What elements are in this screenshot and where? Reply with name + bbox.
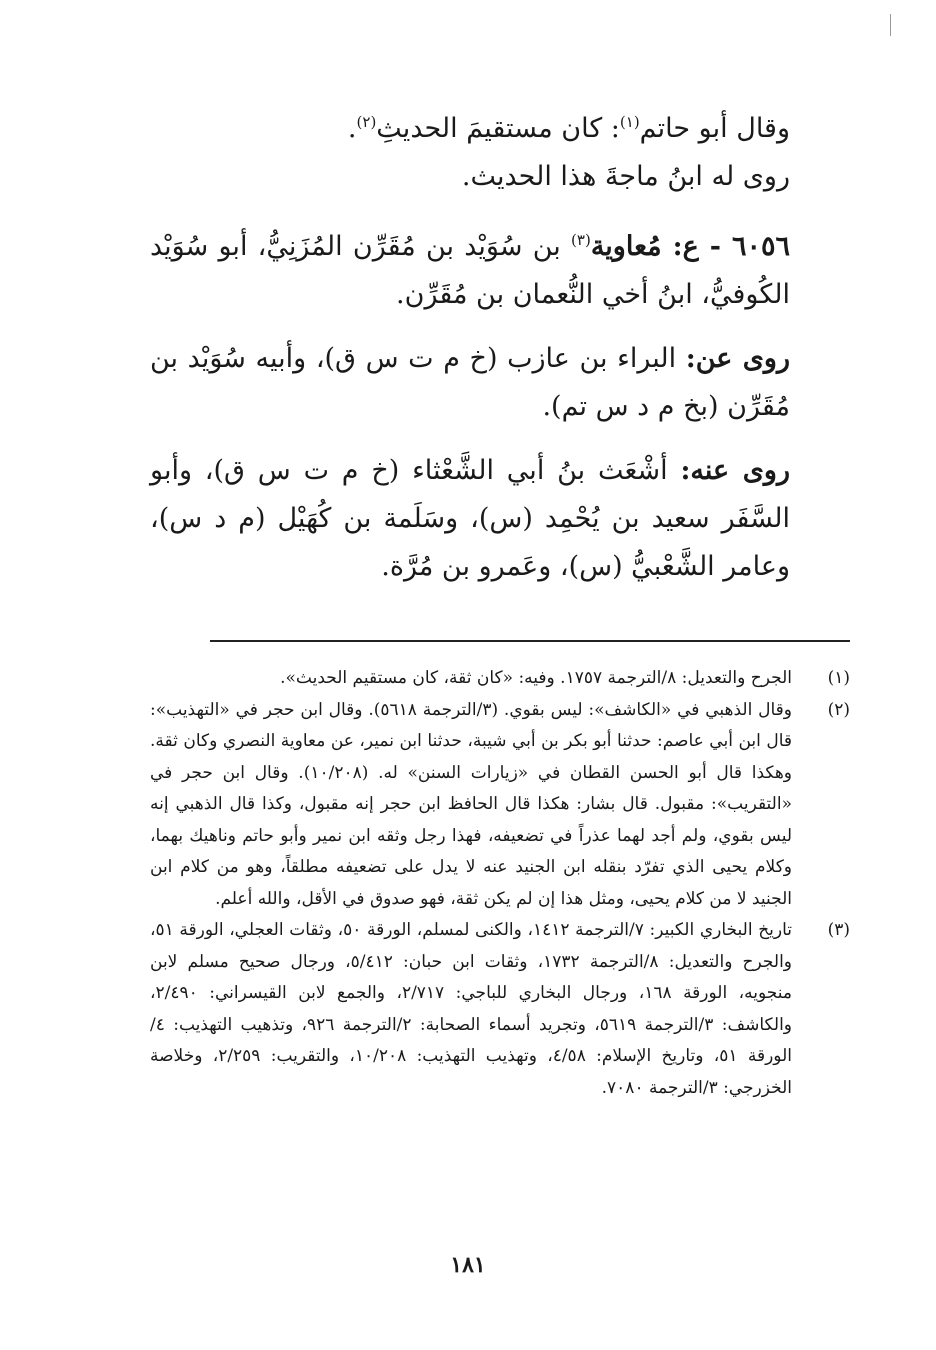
abu-hatim-line	[150, 105, 790, 153]
footnote-1	[150, 663, 850, 695]
footnote-ref-2: (٢)	[356, 113, 377, 131]
rawa-an-paragraph	[150, 335, 790, 431]
line1-rest-text: : كان مستقيمَ الحديثِ	[376, 113, 620, 144]
footnote-text: وقال الذهبي في «الكاشف»: ليس بقوي. (٣/الترجمة ٥٦١٨). وقال ابن حجر في «التهذيب»: قال ابن أبي عاصم: حدثنا أبو بكر بن أبي شيبة، حدثنا ابن نمير، عن معاوية النصري وكان ثقة. وهكذا قال أبو الحسن القطان في «زيارات السنن» له. (١٠/٢٠٨). وقال ابن حجر في «التقريب»: مقبول. قال بشار: هكذا قال الحافظ ابن حجر إنه مقبول، وكذا قال الذهبي إنه ليس بقوي، ولم أجد لهما عذراً في تضعيفه، فهذا رجل وثقه ابن نمير وأبو حاتم وناهيك بهما، وكلام يحيى الذي تفرّد بنقله ابن الجنيد عنه لا يدل على تضعيفه مطلقاً، وهو من كلام ابن الجنيد لا من كلام يحيى، ومثل هذا إن لم يكن ثقة، فهو صدوق في الأقل، والله أعلم.	[150, 699, 792, 909]
rawa-anhu-paragraph	[150, 447, 790, 591]
line1-end: .	[347, 113, 357, 144]
footnotes	[150, 663, 850, 1104]
rawa-an-text: البراء بن عازب (خ م ت س ق)، وأبيه سُوَيْد بن مُقَرِّن (بخ م د س تم).	[150, 343, 790, 422]
footnote-2	[150, 695, 850, 916]
page-number: ١٨١	[450, 1252, 486, 1278]
footnote-number: (١)	[827, 668, 850, 688]
footnote-text: الجرح والتعديل: ٨/الترجمة ١٧٥٧. وفيه: «كان ثقة، كان مستقيم الحديث».	[280, 668, 792, 688]
footnote-3	[150, 915, 850, 1104]
entry-lineage: بن سُوَيْد بن مُقَرِّن المُزَنِيُّ، أبو سُوَيْد الكُوفيُّ، ابنُ أخي النُّعمان بن مُقَرِّن.	[150, 231, 790, 310]
footnote-ref-3: (٣)	[571, 231, 591, 249]
footnote-number: (٣)	[827, 920, 850, 940]
line1-text: وقال أبو حاتم	[639, 113, 790, 144]
rawa-anhu-label: روى عنه:	[680, 455, 791, 486]
ibn-majah-line: روى له ابنُ ماجةَ هذا الحديث.	[461, 161, 790, 192]
main-text	[150, 105, 790, 591]
footnote-text: تاريخ البخاري الكبير: ٧/الترجمة ١٤١٢، والكنى لمسلم، الورقة ٥٠، وثقات العجلي، الورقة ٥١، والجرح والتعديل: ٨/الترجمة ١٧٣٢، وثقات ابن حبان: ٥/٤١٢، ورجال صحيح مسلم لابن منجويه، الورقة ١٦٨، ورجال البخاري للباجي: ٢/٧١٧، والجمع لابن القيسراني: ٢/٤٩٠، والكاشف: ٣/الترجمة ٥٦١٩، وتجريد أسماء الصحابة: ٢/الترجمة ٩٢٦، وتذهيب التهذيب: ٤/الورقة ٥١، وتاريخ الإسلام: ٤/٥٨، وتهذيب التهذيب: ١٠/٢٠٨، والتقريب: ٢/٢٥٩، وخلاصة الخزرجي: ٣/الترجمة ٧٠٨٠.	[150, 920, 793, 1098]
rawa-anhu-text: أشْعَث بنُ أبي الشَّعْثاء (خ م ت س ق)، وأبو السَّفَر سعيد بن يُحْمِد (س)، وسَلَمة بن كُهَيْل (م د س)، وعامر الشَّعْبيُّ (س)، وعَمرو بن مُرَّة.	[150, 455, 790, 582]
footnote-divider	[210, 640, 850, 642]
rawa-an-label: روى عن:	[685, 343, 790, 374]
entry-heading	[150, 223, 790, 319]
corner-mark	[890, 14, 891, 36]
footnote-number: (٢)	[827, 699, 850, 720]
entry-number-name: ٦٠٥٦ - ع: مُعاوية	[590, 231, 790, 262]
footnote-ref-1: (١)	[619, 113, 640, 131]
